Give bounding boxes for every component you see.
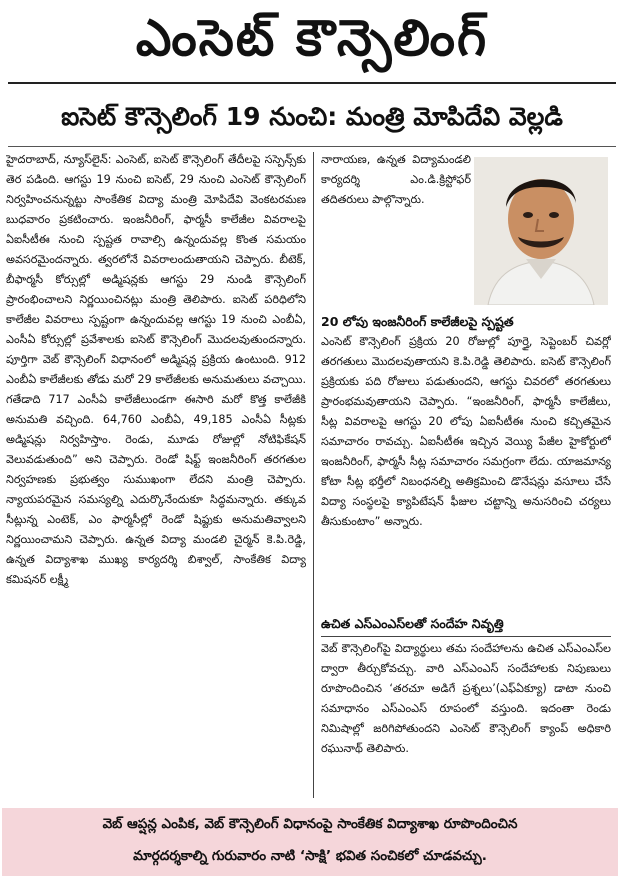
sms-section <box>321 614 611 798</box>
footer-note-box <box>2 808 618 876</box>
footer-line-2: మార్గదర్శకాల్ని గురువారం నాటి ‘సాక్షి’ భవిత సంచికలో చూడవచ్చు. <box>133 848 487 864</box>
sms-section-body: వెబ్ కౌన్సెలింగ్‌పై విద్యార్థులు తమ సందేహాలను ఉచిత ఎస్ఎంఎస్‌ల ద్వారా తీర్చుకోవచ్చు. వారి ఎస్ఎంఎస్ సందేహాలకు నిపుణులు రూపొందించిన ‘తరచూ అడిగే ప్రశ్నలు’(ఎఫ్ఏక్యూ) డాటా నుంచి సమాధానం ఎస్ఎంఎస్ రూపంలో వస్తుంది. ఇదంతా రెండు నిమిషాల్లో జరిగిపోతుందని ఎంసెట్ కౌన్సెలింగ్ క్యాంప్ అధికారి రఘునాథ్ తెలిపారు. <box>321 642 611 755</box>
article-right-column-top: నారాయణ, ఉన్నత విద్యామండలి కార్యదర్శి ఎం.డి.క్రిస్టోఫర్ తదితరులు పాల్గొన్నారు. <box>321 153 471 206</box>
portrait-photo-icon <box>474 157 608 305</box>
column-divider <box>313 152 314 798</box>
headline-rule <box>8 82 616 84</box>
headline: ఎంసెట్ కౌన్సెలింగ్ <box>135 9 489 67</box>
minister-portrait-photo <box>474 157 608 305</box>
section-subtitle-sms: ఉచిత ఎస్ఎంఎస్‌లతో సందేహ నివృత్తి <box>321 616 504 631</box>
sms-section-rule <box>321 636 611 637</box>
subheadline: ఐసెట్ కౌన్సెలింగ్ 19 నుంచి: మంత్రి మోపిదేవి వెల్లడి <box>61 102 563 131</box>
right-column-body: ఎంసెట్ కౌన్సెలింగ్ ప్రక్రియ 20 రోజుల్లో పూర్తై, సెప్టెంబర్ చివర్లో తరగతులు మొదలవుతాయని కె.పి.రెడ్డి తెలిపారు. ఐసెట్ కౌన్సెలింగ్ ప్రక్రియకు పది రోజులు పడుతుందని, ఆగస్టు చివరలో తరగతులు ప్రారంభమవుతాయని చెప్పారు. “ఇంజనీరింగ్, ఫార్మసీ కాలేజీలు, సీట్ల వివరాలపై ఆగస్టు 20 లోపు ఏఐసీటీఈ నుంచి కచ్చితమైన సమాచారం రావచ్చు. ఏఐసీటీఈ ఇచ్చిన వెయ్యి పేజీల హైకోర్టులో ఇంజనీరింగ్, ఫార్మసీ సీట్ల సమాచారం సమగ్రంగా లేదు. యాజమాన్య కోటా సీట్ల భర్తీలో నిబంధనల్ని అతిక్రమించి డొనేషన్లు వసూలు చేసే విద్యా సంస్థలపై క్యాపిటేషన్ ఫీజుల చట్టాన్ని అనుసరించి చర్యలు తీసుకుంటాం” అన్నారు. <box>321 335 611 528</box>
article-right-column-bottom <box>321 312 611 602</box>
subheadline-rule <box>8 146 616 147</box>
article-left-column: హైదరాబాద్, న్యూస్‌లైన్: ఎంసెట్, ఐసెట్ కౌన్సెలింగ్ తేదీలపై సస్పెన్స్‌కు తెర పడింది. ఆగస్టు 19 నుంచి ఐసెట్, 29 నుంచి ఎంసెట్ కౌన్సెలింగ్ నిర్వహించనున్నట్టు సాంకేతిక విద్యా మంత్రి మోపిదేవి వెంకటరమణ బుధవారం ప్రకటించారు. ఇంజనీరింగ్, ఫార్మసీ కాలేజీల వివరాలపై ఏఐసీటీఈ నుంచి స్పష్టత రావాల్సి ఉన్నందువల్ల కొంత సమయం అవసరమైందన్నారు. త్వరలోనే వివరాలందుతాయని చెప్పారు. బీటెక్, బీఫార్మసీ కోర్సుల్లో అడ్మిషన్లకు ఆగస్టు 29 నుండి కౌన్సెలింగ్ ప్రారంభించాలని నిర్ణయించినట్లు మంత్రి తెలిపారు. ఐసెట్ పరిధిలోని కాలేజీల వివరాలు స్పష్టంగా ఉన్నందువల్ల ఆగస్టు 19 నుంచి ఎంబీఏ, ఎంసీఏ కోర్సుల్లో ప్రవేశాలకు ఐసెట్ కౌన్సెలింగ్ మొదలవుతుందన్నారు. పూర్తిగా వెబ్ కౌన్సెలింగ్ విధానంలో అడ్మిషన్ల ప్రక్రియ ఉంటుంది. 912 ఎంబీఏ కాలేజీలకు తోడు మరో 29 కాలేజీలకు అనుమతులు వచ్చాయి. గతేడాది 717 ఎంసీఏ కాలేజీలుండగా ఈసారి మరో కొత్త కాలేజీకి అనుమతి వచ్చింది. 64,760 ఎంబీఏ, 49,185 ఎంసీఏ సీట్లకు అడ్మిషన్లు నిర్వహిస్తాం. రెండు, మూడు రోజుల్లో నోటిఫికేషన్ వెలువడుతుంది” అని చెప్పారు. రెండో షిఫ్ట్ ఇంజనీరింగ్ తరగతుల నిర్వహణకు ప్రభుత్వం సుముఖంగా లేదని మంత్రి చెప్పారు. న్యాయపరమైన సమస్యల్ని ఎదుర్కొనేందుకూ సిద్ధమన్నారు. తక్కువ సీట్లున్న ఎంటెక్, ఎం ఫార్మసీల్లో రెండో షిఫ్టుకు అనుమతివ్వాలని నిర్ణయించామని చెప్పారు. ఉన్నత విద్యా మండలి చైర్మన్ కె.పి.రెడ్డి, ఉన్నత విద్యాశాఖ ముఖ్య కార్యదర్శి బిశ్వాల్, సాంకేతిక విద్యా కమిషనర్ లక్ష్మీ <box>6 153 306 586</box>
section-subtitle-engineering: 20 లోపు ఇంజనీరింగ్ కాలేజీలపై స్పష్టత <box>321 314 514 329</box>
footer-line-1: వెబ్ ఆప్షన్ల ఎంపిక, వెబ్ కౌన్సెలింగ్ విధానంపై సాంకేతిక విద్యాశాఖ రూపొందించిన <box>102 816 518 832</box>
